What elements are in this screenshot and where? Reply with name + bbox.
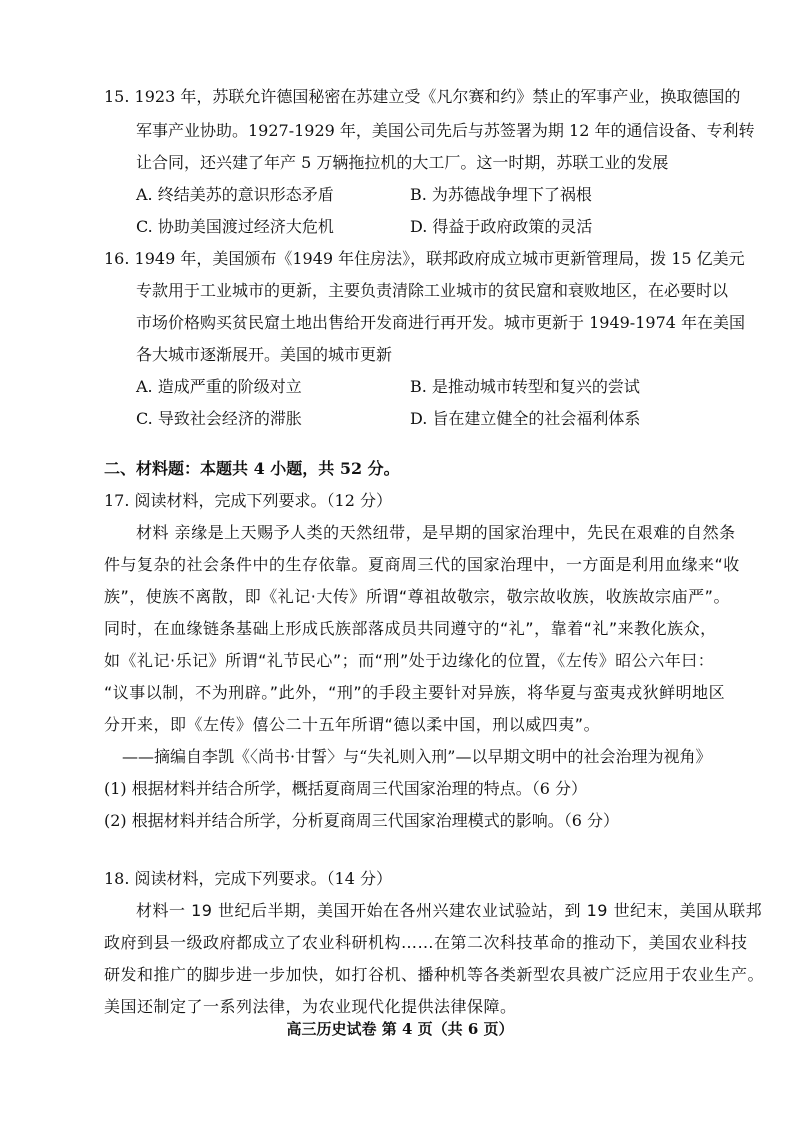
q16-option-c: C. 导致社会经济的滞胀 — [136, 409, 302, 428]
q16-line-1: 16. 1949 年，美国颁布《1949 年住房法》，联邦政府成立城市更新管理局，拨 15 亿美元 — [104, 249, 745, 268]
q17-material-line-4: 同时，在血缘链条基础上形成氏族部落成员共同遵守的“礼”，靠着“礼”来教化族众， — [104, 619, 717, 638]
q18-material-line-3: 研发和推广的脚步进一步加快，如打谷机、播种机等各类新型农具被广泛应用于农业生产。 — [104, 965, 765, 984]
q18-material-line-2: 政府到县一级政府都成立了农业科研机构……在第二次科技革命的推动下，美国农业科技 — [104, 933, 748, 952]
q15-line-3: 让合同，还兴建了年产 5 万辆拖拉机的大工厂。这一时期，苏联工业的发展 — [136, 153, 669, 172]
q16-option-d: D. 旨在建立健全的社会福利体系 — [410, 409, 641, 428]
q18-prompt: 18. 阅读材料，完成下列要求。（14 分） — [104, 869, 392, 888]
q17-material-line-5: 如《礼记·乐记》所谓“礼节民心”；而“刑”处于边缘化的位置，《左传》昭公六年曰： — [104, 651, 715, 670]
q17-prompt: 17. 阅读材料，完成下列要求。（12 分） — [104, 491, 392, 510]
q17-material-line-1: 材料 亲缘是上天赐予人类的天然纽带，是早期的国家治理中，先民在艰难的自然条 — [136, 523, 736, 542]
q17-source: ——摘编自李凯《〈尚书·甘誓〉与“失礼则入刑”—以早期文明中的社会治理为视角》 — [122, 747, 712, 766]
q15-line-2: 军事产业协助。1927-1929 年，美国公司先后与苏签署为期 12 年的通信设备、专利转 — [136, 121, 755, 140]
q15-option-c: C. 协助美国渡过经济大危机 — [136, 217, 334, 236]
q15-option-d: D. 得益于政府政策的灵活 — [410, 217, 593, 236]
section-2-title: 二、材料题：本题共 4 小题，共 52 分。 — [104, 459, 400, 478]
q17-material-line-2: 件与复杂的社会条件中的生存依靠。夏商周三代的国家治理中，一方面是利用血缘来“收 — [104, 555, 740, 574]
q15-option-b: B. 为苏德战争埋下了祸根 — [410, 185, 592, 204]
q16-line-4: 各大城市逐渐展开。美国的城市更新 — [136, 345, 393, 364]
q17-task-1: (1) 根据材料并结合所学，概括夏商周三代国家治理的特点。（6 分） — [104, 779, 588, 798]
q17-material-line-7: 分开来，即《左传》僖公二十五年所谓“德以柔中国，刑以威四夷”。 — [104, 715, 601, 734]
q17-task-2: (2) 根据材料并结合所学，分析夏商周三代国家治理模式的影响。（6 分） — [104, 811, 620, 830]
q15-option-a: A. 终结美苏的意识形态矛盾 — [136, 185, 334, 204]
q16-option-a: A. 造成严重的阶级对立 — [136, 377, 302, 396]
page-footer: 高三历史试卷 第 4 页（共 6 页） — [286, 1020, 514, 1038]
q16-line-3: 市场价格购买贫民窟土地出售给开发商进行再开发。城市更新于 1949-1974 年在美国 — [136, 313, 746, 332]
q17-material-line-3: 族”，使族不离散，即《礼记·大传》所谓“尊祖故敬宗，敬宗故收族，收族故宗庙严”。 — [104, 587, 730, 606]
q15-line-1: 15. 1923 年，苏联允许德国秘密在苏建立受《凡尔赛和约》禁止的军事产业，换取德国的 — [104, 87, 741, 106]
q17-material-line-6: “议事以制，不为刑辟。”此外，“刑”的手段主要针对异族，将华夏与蛮夷戎狄鲜明地区 — [104, 683, 726, 702]
q18-material-line-1: 材料一 19 世纪后半期，美国开始在各州兴建农业试验站，到 19 世纪末，美国从联邦 — [136, 901, 763, 920]
q16-line-2: 专款用于工业城市的更新，主要负责清除工业城市的贫民窟和衰败地区，在必要时以 — [136, 281, 729, 300]
q18-material-line-4: 美国还制定了一系列法律，为农业现代化提供法律保障。 — [104, 997, 517, 1016]
q16-option-b: B. 是推动城市转型和复兴的尝试 — [410, 377, 640, 396]
